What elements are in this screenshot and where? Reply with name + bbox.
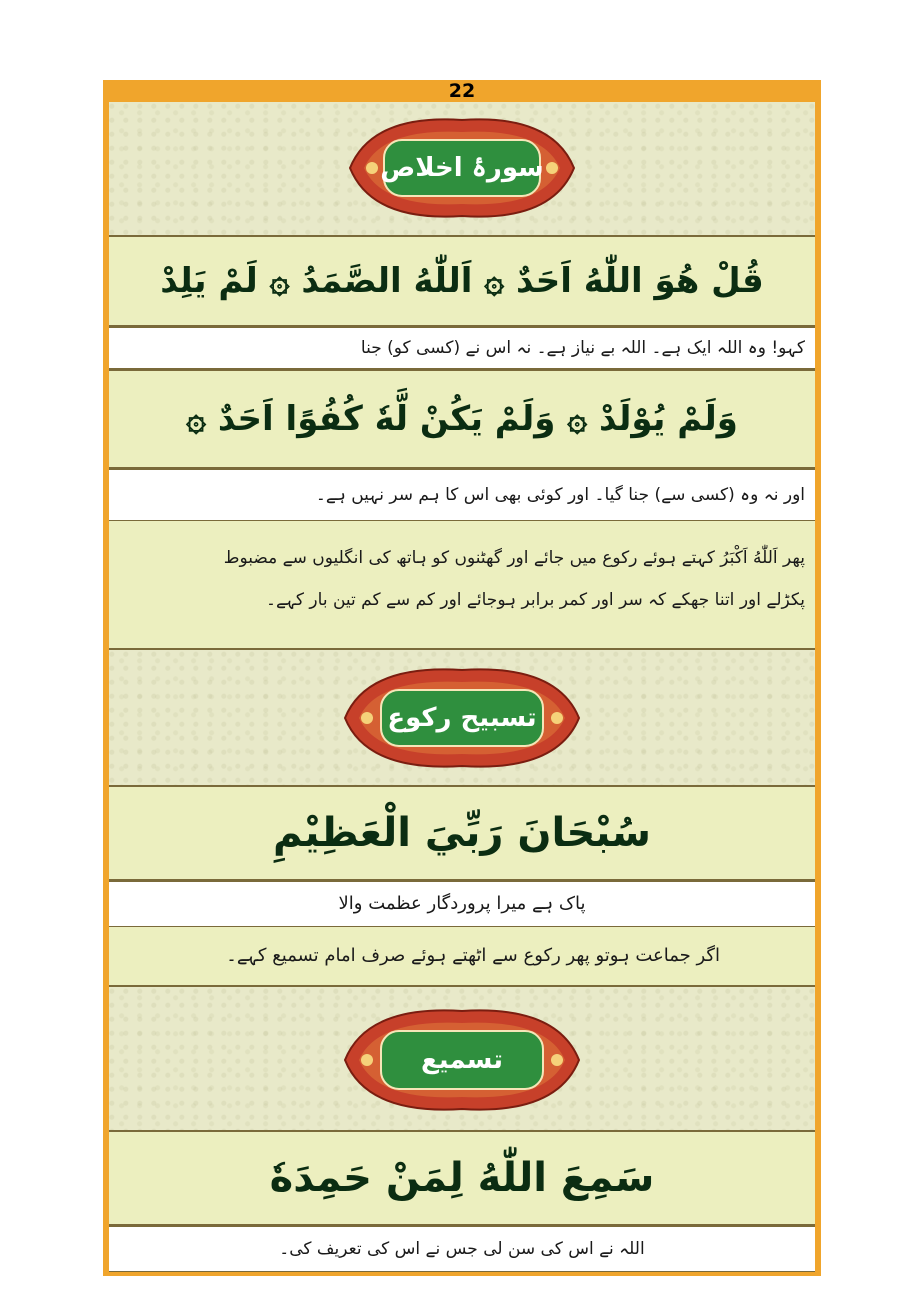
instruction-band (109, 927, 815, 987)
instruction-line: پکڑلے اور اتنا جھکے کہ سر اور کمر برابر ہوجائے اور کم سے کم تین بار کہے۔ (266, 590, 805, 610)
section-header-ruku (109, 650, 815, 785)
page-number: 22 (448, 80, 476, 102)
instruction-band (109, 521, 815, 650)
arabic-verse: سَمِعَ اللّٰهُ لِمَنْ حَمِدَهٗ (269, 1155, 655, 1201)
translation-text: پاک ہے میرا پروردگار عظمت والا (338, 893, 586, 914)
translation-text: کہو! وہ اللہ ایک ہے۔ اللہ بے نیاز ہے۔ نہ اس نے (کسی کو) جنا (360, 338, 805, 358)
arabic-verse-band (109, 785, 815, 881)
section-title: تسبیح رکوع (387, 703, 537, 733)
translation-band (109, 327, 815, 369)
page-content (109, 102, 815, 1272)
arabic-verse-band (109, 235, 815, 327)
section-title: سورۂ اخلاص (380, 153, 544, 183)
instruction-line: اگر جماعت ہوتو پھر رکوع سے اٹھتے ہوئے صرف امام تسمیع کہے۔ (226, 945, 720, 966)
page-frame (103, 80, 821, 1276)
translation-band (109, 881, 815, 927)
title-cartouche (337, 664, 587, 772)
translation-band (109, 1226, 815, 1272)
arabic-verse-band (109, 1130, 815, 1226)
section-title: تسمیع (420, 1045, 504, 1075)
instruction-line: پھر اَللّٰهُ اَكْبَرُ کہتے ہوئے رکوع میں جائے اور گھٹنوں کو ہاتھ کی انگلیوں سے مضبوط (223, 548, 805, 568)
arabic-verse: وَلَمْ يُوْلَدْ ۞ وَلَمْ يَكُنْ لَّهٗ كُفُوًا اَحَدٌ ۞ (186, 399, 738, 439)
title-cartouche (342, 114, 582, 222)
arabic-verse: سُبْحَانَ رَبِّيَ الْعَظِيْمِ (273, 810, 651, 856)
title-cartouche (337, 1005, 587, 1115)
translation-text: اللہ نے اس کی سن لی جس نے اس کی تعریف کی۔ (279, 1239, 645, 1259)
translation-band (109, 469, 815, 521)
arabic-verse-band (109, 369, 815, 469)
section-header-ikhlas (109, 102, 815, 235)
arabic-verse: قُلْ هُوَ اللّٰهُ اَحَدٌ ۞ اَللّٰهُ الصَّمَدُ ۞ لَمْ يَلِدْ (160, 261, 764, 301)
translation-text: اور نہ وہ (کسی سے) جنا گیا۔ اور کوئی بھی اس کا ہم سر نہیں ہے۔ (315, 485, 805, 505)
section-header-tasmee (109, 987, 815, 1130)
